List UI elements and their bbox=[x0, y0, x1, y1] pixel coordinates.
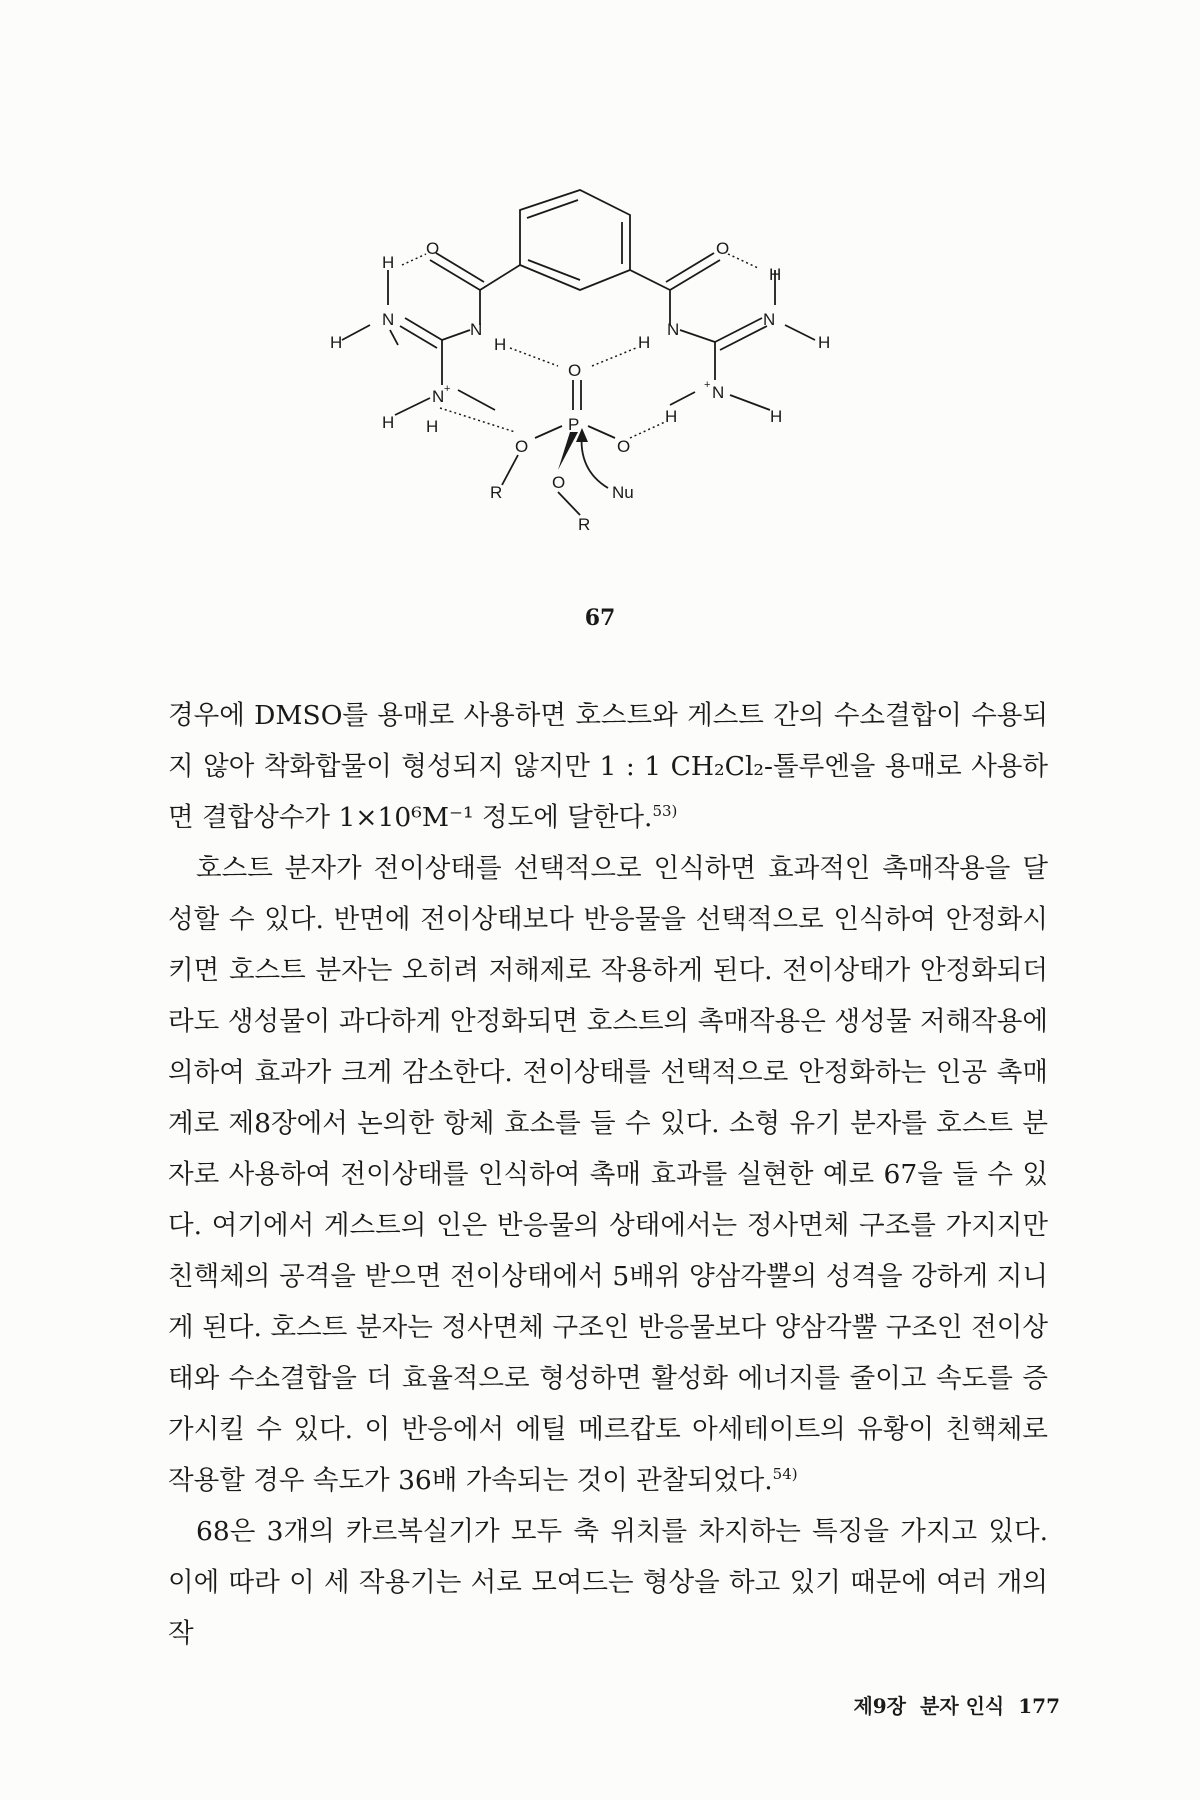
atom-n-right-amide: N bbox=[667, 320, 680, 339]
atom-h-left-top: H bbox=[382, 253, 395, 272]
atom-p: P bbox=[568, 415, 580, 434]
atom-o-bottom: O bbox=[552, 473, 566, 492]
reference-53: 53) bbox=[652, 802, 678, 821]
paragraph-3 bbox=[168, 1506, 1048, 1659]
atom-n-right-imine: N bbox=[763, 310, 776, 329]
atom-o-phosphoryl: O bbox=[568, 361, 582, 380]
atom-h-left-bottom: H bbox=[382, 413, 395, 432]
charge-plus-left: + bbox=[444, 383, 451, 395]
atom-h-left-ester-hbond: H bbox=[426, 417, 439, 436]
paragraph-2 bbox=[168, 843, 1048, 1506]
footer-chapter: 제9장 bbox=[853, 1694, 906, 1718]
reference-54: 54) bbox=[772, 1465, 798, 1484]
paragraph-2-text: 호스트 분자가 전이상태를 선택적으로 인식하면 효과적인 촉매작용을 달성할 수 있다. 반면에 전이상태보다 반응물을 선택적으로 인식하여 안정화시키면 호스트 분자는 오히려 저해제로 작용하게 된다. 전이상태가 안정화되더라도 생성물이 과다하게 안정화되면 호스트의 촉매작용은 생성물 저해작용에 의하여 효과가 크게 감소한다. 전이상태를 선택적으로 안정화하는 인공 촉매계로 제8장에서 논의한 항체 효소를 들 수 있다. 소형 유기 분자를 호스트 분자로 사용하여 전이상태를 인식하여 촉매 효과를 실현한 예로 67을 들 수 있다. 여기에서 게스트의 인은 반응물의 상태에서는 정사면체 구조를 가지지만 친핵체의 공격을 받으면 전이상태에서 5배위 양삼각뿔의 성격을 강하게 지니게 된다. 호스트 분자는 정사면체 구조인 반응물보다 양삼각뿔 구조인 전이상태와 수소결합을 더 효율적으로 형성하면 활성화 에너지를 줄이고 속도를 증가시킬 수 있다. 이 반응에서 에틸 메르캅토 아세테이트의 유황이 친핵체로 작용할 경우 속도가 36배 가속되는 것이 관찰되었다. bbox=[168, 853, 1048, 1496]
page-number: 177 bbox=[1018, 1694, 1060, 1718]
charge-plus-right: + bbox=[704, 379, 711, 391]
atom-o-right-ester: O bbox=[617, 437, 631, 456]
atom-r-left: R bbox=[490, 483, 503, 502]
compound-number-label: 67 bbox=[584, 605, 616, 631]
footer-title: 분자 인식 bbox=[920, 1694, 1005, 1718]
atom-o-left-ester: O bbox=[515, 437, 529, 456]
atom-h-right-bottom: H bbox=[770, 407, 783, 426]
atom-h-right-ester-hbond: H bbox=[665, 407, 678, 426]
benzene-ring bbox=[520, 190, 630, 290]
chemical-structure-figure bbox=[330, 170, 890, 610]
atom-nplus-left: N bbox=[432, 387, 445, 406]
atom-nu: Nu bbox=[612, 483, 634, 502]
paragraph-1 bbox=[168, 690, 1048, 843]
atom-h-left-hbond: H bbox=[494, 335, 507, 354]
structure-svg bbox=[330, 170, 890, 610]
atom-r-bottom: R bbox=[578, 515, 591, 534]
atom-h-right-top: H bbox=[769, 265, 782, 284]
atom-n-left-amide: N bbox=[470, 320, 483, 339]
atom-n-left-imine: N bbox=[382, 310, 395, 329]
body-text bbox=[168, 690, 1048, 1659]
atom-h-left-far: H bbox=[330, 333, 343, 352]
atom-o-left-carbonyl: O bbox=[426, 239, 440, 258]
atom-o-right-carbonyl: O bbox=[716, 239, 730, 258]
atom-nplus-right: N bbox=[712, 383, 725, 402]
paragraph-3-text: 68은 3개의 카르복실기가 모두 축 위치를 차지하는 특징을 가지고 있다. 이에 따라 이 세 작용기는 서로 모여드는 형상을 하고 있기 때문에 여러 개의 작 bbox=[168, 1516, 1048, 1649]
atom-h-right-far: H bbox=[818, 333, 831, 352]
atom-h-right-hbond: H bbox=[638, 333, 651, 352]
page-footer bbox=[730, 1690, 1060, 1719]
paragraph-1-text: 경우에 DMSO를 용매로 사용하면 호스트와 게스트 간의 수소결합이 수용되지 않아 착화합물이 형성되지 않지만 1 : 1 CH₂Cl₂-톨루엔을 용매로 사용하면 결합상수가 1×10⁶M⁻¹ 정도에 달한다. bbox=[168, 700, 1048, 833]
